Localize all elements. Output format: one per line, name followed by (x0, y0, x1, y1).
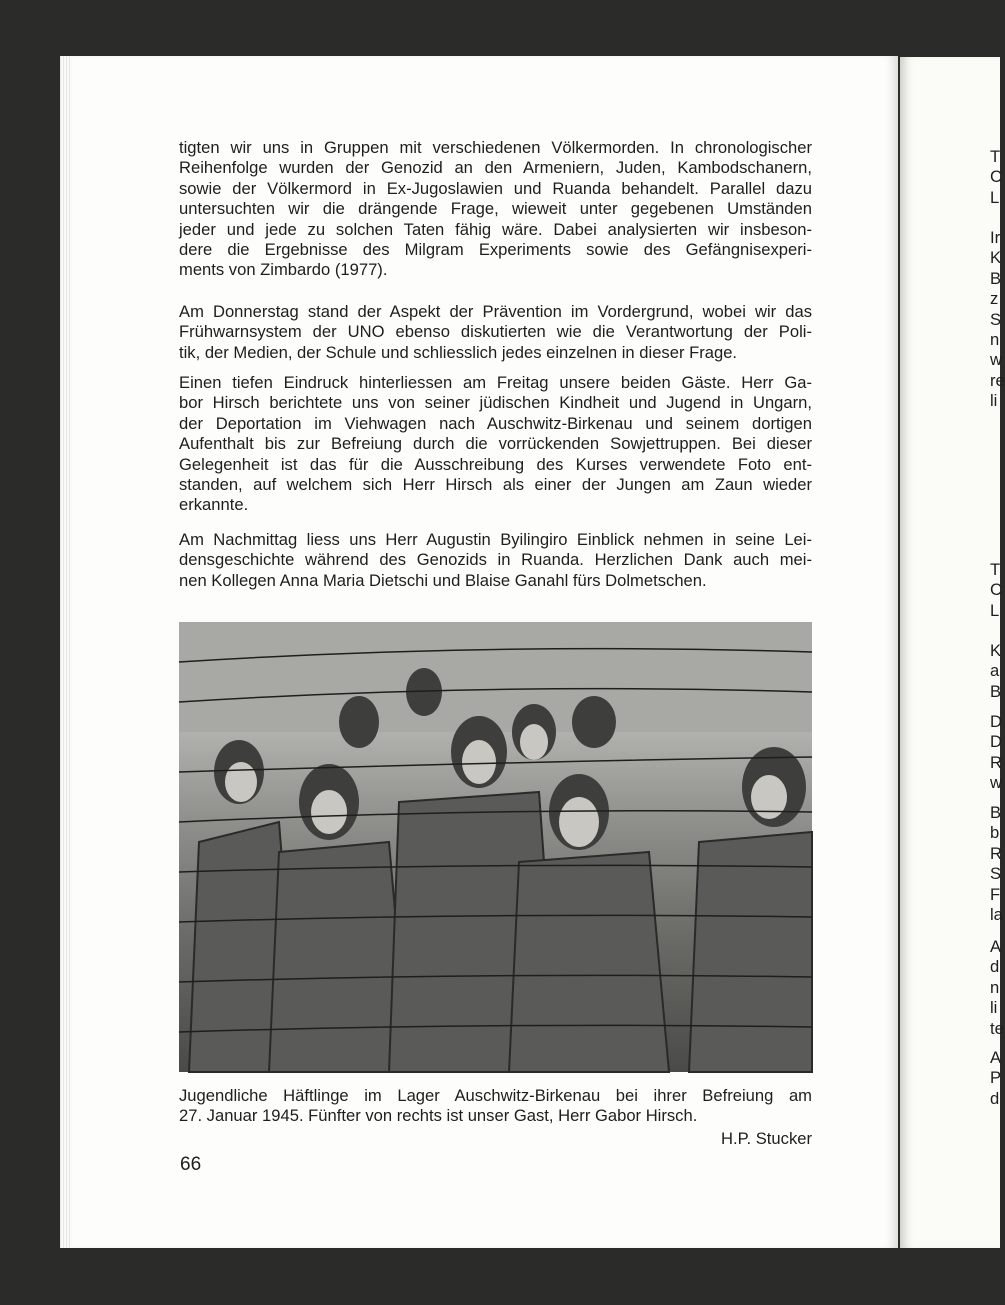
fragment-line: K (990, 248, 1002, 268)
paragraph-line: tik, der Medien, der Schule und schliesslich jedes einzelnen in dieser Frage. (179, 342, 738, 362)
paragraph-line: jeder und jede zu solchen Taten fähig wäre. Dabei analysierten wir insbeson- (179, 219, 812, 239)
photo-prisoners-at-fence (179, 622, 812, 1072)
fragment-line: d (990, 1088, 1000, 1108)
body-paragraph (179, 530, 812, 591)
right-page-text-fragment (990, 1048, 1000, 1109)
fragment-line: B (990, 803, 1002, 822)
fragment-line: S (990, 309, 1002, 329)
fragment-line: K (990, 641, 1002, 660)
fragment-line: B (990, 268, 1002, 288)
fragment-line: z (990, 289, 999, 309)
paragraph-line: Am Donnerstag stand der Aspekt der Prävention im Vordergrund, wobei wir das (179, 302, 812, 321)
paragraph-line: erkannte. (179, 495, 249, 515)
paragraph-line: ments von Zimbardo (1977). (179, 260, 388, 280)
paragraph-line: densgeschichte während des Genozids in Ruanda. Herzlichen Dank auch mei- (179, 550, 812, 570)
page-number: 66 (180, 1154, 202, 1175)
paragraph-line: Gelegenheit ist das für die Ausschreibung des Kurses verwendete Foto ent- (179, 454, 812, 474)
right-page (900, 57, 1005, 1248)
paragraph-line: Reihenfolge wurden der Genozid an den Armeniern, Juden, Kambodschanern, (179, 158, 812, 178)
fragment-line: w (990, 350, 1002, 370)
fragment-line: F (990, 884, 1001, 904)
fragment-line: n (990, 977, 1000, 997)
fragment-line: P (990, 1068, 1002, 1088)
page-edges (60, 56, 72, 1248)
paragraph-line: nen Kollegen Anna Maria Dietschi und Blaise Ganahl fürs Dolmetschen. (179, 570, 707, 590)
fragment-line: L (990, 600, 1000, 620)
paragraph-line: Frühwarnsystem der UNO ebenso diskutierten wie die Verantwortung der Poli- (179, 322, 812, 342)
right-page-text-fragment (990, 228, 1005, 412)
paragraph-line: Aufenthalt bis zur Befreiung durch die vorrückenden Sowjettruppen. Bei dieser (179, 434, 812, 454)
right-page-text-fragment (990, 803, 1003, 925)
fragment-line: li (990, 391, 998, 411)
caption-line: Jugendliche Häftlinge im Lager Auschwitz-Birkenau bei ihrer Befreiung am (179, 1086, 812, 1105)
fragment-line: A (990, 1048, 1002, 1067)
paragraph-line: Einen tiefen Eindruck hinterliessen am Freitag unsere beiden Gäste. Herr Ga- (179, 373, 812, 392)
fragment-line: C (990, 167, 1002, 187)
paragraph-line: sowie der Völkermord in Ex-Jugoslawien und Ruanda behandelt. Parallel dazu (179, 178, 812, 198)
fragment-line: S (990, 864, 1002, 884)
fragment-line: R (990, 843, 1002, 863)
fragment-line: n (990, 329, 1000, 349)
paragraph-line: tigten wir uns in Gruppen mit verschiedenen Völkermorden. In chronologischer (179, 138, 812, 157)
paragraph-line: dere die Ergebnisse des Milgram Experiments sowie des Gefängnisexperi- (179, 239, 812, 259)
fragment-line: A (990, 937, 1002, 956)
right-page-text-fragment (990, 147, 1000, 208)
author-name: H.P. Stucker (721, 1129, 812, 1148)
fragment-line: b (990, 823, 1000, 843)
fragment-line: C (990, 580, 1002, 600)
fragment-line: Ir (990, 228, 1001, 247)
fragment-line: D (990, 732, 1002, 752)
fragment-line: R (990, 752, 1002, 772)
fragment-line: te (990, 1018, 1004, 1038)
paragraph-line: standen, auf welchem sich Herr Hirsch als einer der Jungen am Zaun wieder (179, 474, 812, 494)
fragment-line: re (990, 370, 1005, 390)
fragment-line: D (990, 712, 1002, 731)
fragment-line: B (990, 681, 1002, 701)
body-paragraph (179, 373, 812, 516)
fragment-line: a (990, 661, 1000, 681)
photo-caption (179, 1086, 812, 1127)
right-page-text-fragment (990, 712, 1000, 794)
body-paragraph (179, 302, 812, 363)
body-paragraph (179, 138, 812, 281)
fragment-line: T (990, 147, 1001, 166)
paragraph-line: bor Hirsch berichtete uns von seiner jüdischen Kindheit und Jugend in Ungarn, (179, 393, 812, 413)
right-page-text-fragment (990, 937, 1004, 1039)
fragment-line: li (990, 998, 998, 1018)
right-page-text-fragment (990, 560, 1000, 621)
photo-illustration (179, 622, 812, 1072)
right-page-text-fragment (990, 641, 1000, 702)
paragraph-line: untersuchten wir die drängende Frage, wieweit unter gegebenen Umständen (179, 199, 812, 219)
fragment-line: d (990, 957, 1000, 977)
fragment-line: T (990, 560, 1001, 579)
fragment-line: L (990, 187, 1000, 207)
paragraph-line: der Deportation im Viehwagen nach Auschwitz-Birkenau und seinem dortigen (179, 413, 812, 433)
fragment-line: w (990, 773, 1002, 793)
paragraph-line: Am Nachmittag liess uns Herr Augustin Byilingiro Einblick nehmen in seine Lei- (179, 530, 812, 549)
fragment-line: la (990, 904, 1003, 924)
caption-line: 27. Januar 1945. Fünfter von rechts ist unser Gast, Herr Gabor Hirsch. (179, 1106, 698, 1126)
